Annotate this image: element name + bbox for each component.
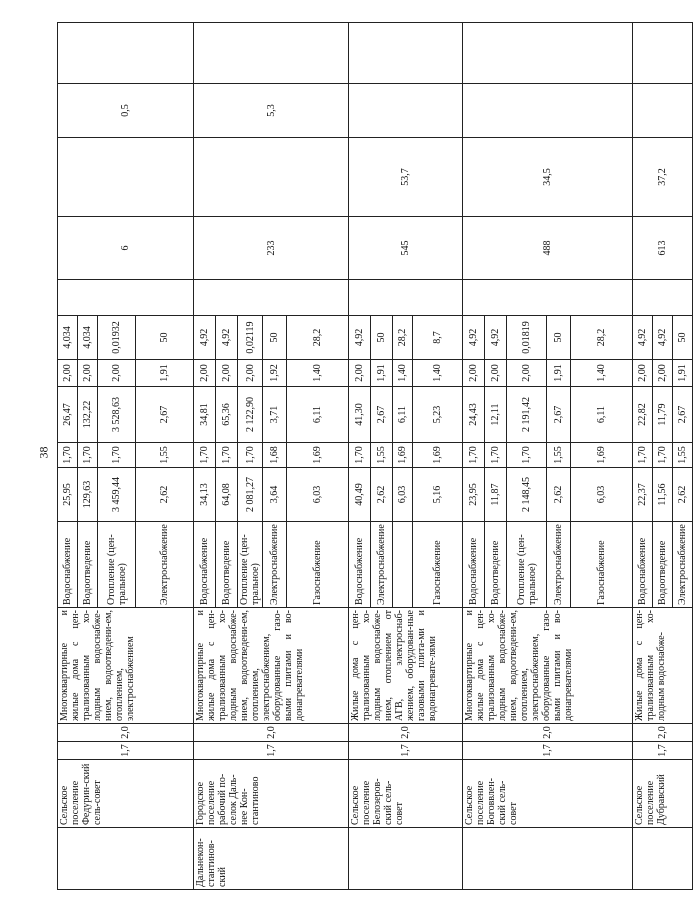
value-cell-3: 34,81 [194,387,216,443]
table-row [349,23,371,890]
value-cell-1: 5,16 [413,468,463,522]
value-cell-5: 4,034 [78,316,98,360]
table-row [463,23,485,890]
value-cell-5: 0,02119 [238,316,263,360]
value-cell-3: 2 191,42 [507,387,547,443]
value-cell-2: 1,70 [194,443,216,468]
value-cell-7: 53,7 [349,138,463,217]
value-cell-4: 1,92 [263,360,287,387]
utility-cell: Газоснабжение [413,522,463,608]
value-cell-4: 1,91 [547,360,571,387]
value-cell-3: 12,11 [485,387,507,443]
value-cell-7: 34,5 [463,138,633,217]
value-cell-5: 28,2 [571,316,633,360]
coef-k1-cell: 1,7 [463,742,633,760]
population-cell: 233 [194,217,349,280]
value-cell-1: 3 459,44 [98,468,136,522]
population-cell: 488 [463,217,633,280]
empty-cell [194,280,349,316]
value-cell-1: 2,62 [673,468,693,522]
value-cell-5: 4,92 [349,316,371,360]
value-cell-2: 1,70 [98,443,136,468]
utility-cell: Газоснабжение [571,522,633,608]
value-cell-4: 1,91 [673,360,693,387]
district-cell: Дальнекон-стантинов-ский [194,828,349,890]
value-cell-2: 1,68 [263,443,287,468]
value-cell-1: 23,95 [463,468,485,522]
coef-k1-cell: 1,7 [349,742,463,760]
empty-cell [349,280,463,316]
settlement-cell: Сельское поселение Дубравский [633,760,693,828]
value-cell-5: 28,2 [287,316,349,360]
value-cell-4: 1,40 [287,360,349,387]
building-type-cell: Жилые дома с цен-трализованным хо-лодным водоснабже- [633,608,693,724]
value-cell-5: 50 [547,316,571,360]
value-cell-7 [194,138,349,217]
value-cell-3: 3 528,63 [98,387,136,443]
value-cell-5: 0,01819 [507,316,547,360]
value-cell-4: 2,00 [653,360,673,387]
table-row [194,23,216,890]
population-cell: 6 [58,217,194,280]
page-number: 38 [36,446,51,459]
value-cell-2: 1,55 [371,443,393,468]
utility-cell: Электроснабжение [263,522,287,608]
value-cell-3: 2,67 [673,387,693,443]
value-cell-1: 2,62 [547,468,571,522]
empty-cell [194,23,349,84]
value-cell-3: 6,11 [287,387,349,443]
value-cell-4: 2,00 [194,360,216,387]
value-cell-4: 2,00 [349,360,371,387]
empty-cell [58,280,194,316]
coef-k2-cell: 2,0 [463,724,633,742]
value-cell-3: 26,47 [58,387,78,443]
value-cell-1: 2,62 [136,468,194,522]
value-cell-4: 2,00 [485,360,507,387]
value-cell-1: 6,03 [287,468,349,522]
value-cell-3: 3,71 [263,387,287,443]
district-cell [58,828,194,890]
empty-cell [58,23,194,84]
value-cell-4: 1,91 [136,360,194,387]
value-cell-5: 0,01932 [98,316,136,360]
value-cell-5: 8,7 [413,316,463,360]
value-cell-3: 5,23 [413,387,463,443]
value-cell-1: 2 081,27 [238,468,263,522]
building-type-cell: Многоквартирные и жилые дома с цен-трализованным хо-лодным водоснабже-нием, водоотведени-ем, отоплением, электроснабжением, оборудованные газо-выми плитами и во-донагревателями [194,608,349,724]
value-cell-5: 4,92 [633,316,653,360]
district-cell [633,828,693,890]
building-type-cell: Жилые дома с цен-трализованным хо-лодным водоснабже-нием, отоплением от АГВ, электроснаб-жением, оборудован-ные газовыми плита-ми и водонагревате-лями [349,608,463,724]
coef-k1-cell: 1,7 [194,742,349,760]
empty-cell [349,23,463,84]
value-cell-4: 2,00 [58,360,78,387]
value-cell-2: 1,69 [571,443,633,468]
settlement-cell: Сельское поселение Боговвлен-ский сель-совет [463,760,633,828]
coef-k2-cell: 2,0 [194,724,349,742]
utility-cell: Газоснабжение [287,522,349,608]
value-cell-5: 4,92 [216,316,238,360]
utility-cell: Отопление (цен-тральное) [238,522,263,608]
settlement-cell: Городское поселение рабочий по-селок Даль-нее Кон-стантиново [194,760,349,828]
value-cell-4: 2,00 [216,360,238,387]
empty-cell [463,23,633,84]
utility-cell: Водоотведение [78,522,98,608]
value-cell-1: 64,08 [216,468,238,522]
empty-cell [633,23,693,84]
utility-cell: Водоснабжение [633,522,653,608]
value-cell-4: 2,00 [633,360,653,387]
utility-cell: Электроснабжение [673,522,693,608]
value-cell-5: 4,92 [463,316,485,360]
value-cell-5: 28,2 [393,316,413,360]
value-cell-2: 1,55 [547,443,571,468]
value-cell-2: 1,70 [78,443,98,468]
value-cell-2: 1,70 [58,443,78,468]
value-cell-5: 4,92 [653,316,673,360]
table-row [58,23,78,890]
value-cell-8 [633,84,693,138]
value-cell-3: 2 122,90 [238,387,263,443]
population-cell: 613 [633,217,693,280]
value-cell-4: 1,40 [571,360,633,387]
value-cell-5: 50 [371,316,393,360]
rotated-table-container [57,43,688,890]
value-cell-4: 2,00 [238,360,263,387]
value-cell-2: 1,55 [136,443,194,468]
utility-cell: Электроснабжение [371,522,393,608]
utility-cell: Отопление (цен-тральное) [98,522,136,608]
value-cell-3: 6,11 [393,387,413,443]
value-cell-1: 22,37 [633,468,653,522]
value-cell-8 [463,84,633,138]
building-type-cell: Многоквартирные и жилые дома с цен-трализованным хо-лодным водоснабже-нием, водоотведени-ем, отоплением, электроснабжением [58,608,194,724]
value-cell-1: 11,87 [485,468,507,522]
value-cell-1: 6,03 [393,468,413,522]
utility-cell: Электроснабжение [547,522,571,608]
value-cell-2: 1,70 [216,443,238,468]
value-cell-4: 1,40 [393,360,413,387]
utility-cell: Водоснабжение [58,522,78,608]
value-cell-3: 65,36 [216,387,238,443]
value-cell-4: 2,00 [463,360,485,387]
utility-cell: Водоотведение [216,522,238,608]
coef-k1-cell: 1,7 [58,742,194,760]
building-type-cell: Многоквартирные и жилые дома с цен-трализованным хо-лодным водоснабже-нием, водоотведени-ем, отоплением, электроснабжением, оборудованные газо-выми плитами и во-донагревателями [463,608,633,724]
value-cell-3: 6,11 [571,387,633,443]
value-cell-2: 1,70 [463,443,485,468]
value-cell-1: 2 148,45 [507,468,547,522]
value-cell-5: 4,034 [58,316,78,360]
tariff-table [57,22,693,890]
value-cell-5: 4,92 [194,316,216,360]
value-cell-3: 41,30 [349,387,371,443]
utility-cell: Водоснабжение [194,522,216,608]
coef-k2-cell: 2,0 [633,724,693,742]
value-cell-2: 1,70 [633,443,653,468]
value-cell-8 [349,84,463,138]
empty-cell [463,280,633,316]
value-cell-2: 1,70 [349,443,371,468]
district-cell [349,828,463,890]
value-cell-2: 1,70 [238,443,263,468]
value-cell-1: 2,62 [371,468,393,522]
value-cell-5: 50 [263,316,287,360]
utility-cell: Электроснабжение [136,522,194,608]
settlement-cell: Сельское поселение Федурин-ский сель-совет [58,760,194,828]
value-cell-1: 129,63 [78,468,98,522]
coef-k2-cell: 2,0 [58,724,194,742]
value-cell-7: 37,2 [633,138,693,217]
value-cell-5: 50 [136,316,194,360]
empty-cell [633,280,693,316]
value-cell-1: 25,95 [58,468,78,522]
value-cell-8: 0,5 [58,84,194,138]
value-cell-2: 1,70 [507,443,547,468]
value-cell-2: 1,55 [673,443,693,468]
value-cell-2: 1,70 [653,443,673,468]
utility-cell: Водоснабжение [349,522,371,608]
value-cell-3: 22,82 [633,387,653,443]
table-row [633,23,653,890]
value-cell-5: 4,92 [485,316,507,360]
utility-cell [393,522,413,608]
settlement-cell: Сельское поселение Белозеров-ский сель-совет [349,760,463,828]
value-cell-8: 5,3 [194,84,349,138]
value-cell-1: 11,56 [653,468,673,522]
value-cell-3: 132,22 [78,387,98,443]
value-cell-3: 11,79 [653,387,673,443]
value-cell-4: 2,00 [78,360,98,387]
value-cell-5: 50 [673,316,693,360]
table-body [58,23,693,890]
value-cell-3: 24,43 [463,387,485,443]
value-cell-1: 6,03 [571,468,633,522]
coef-k1-cell: 1,7 [633,742,693,760]
value-cell-4: 2,00 [507,360,547,387]
value-cell-4: 1,91 [371,360,393,387]
value-cell-3: 2,67 [371,387,393,443]
value-cell-4: 1,40 [413,360,463,387]
utility-cell: Отопление (цен-тральное) [507,522,547,608]
utility-cell: Водоотведение [485,522,507,608]
value-cell-2: 1,69 [393,443,413,468]
utility-cell: Водоснабжение [463,522,485,608]
value-cell-1: 34,13 [194,468,216,522]
population-cell: 545 [349,217,463,280]
table-viewport [57,43,688,890]
district-cell [463,828,633,890]
value-cell-3: 2,67 [547,387,571,443]
value-cell-2: 1,69 [413,443,463,468]
value-cell-1: 3,64 [263,468,287,522]
value-cell-4: 2,00 [98,360,136,387]
value-cell-2: 1,70 [485,443,507,468]
value-cell-2: 1,69 [287,443,349,468]
value-cell-3: 2,67 [136,387,194,443]
value-cell-7 [58,138,194,217]
coef-k2-cell: 2,0 [349,724,463,742]
utility-cell: Водоотведение [653,522,673,608]
value-cell-1: 40,49 [349,468,371,522]
